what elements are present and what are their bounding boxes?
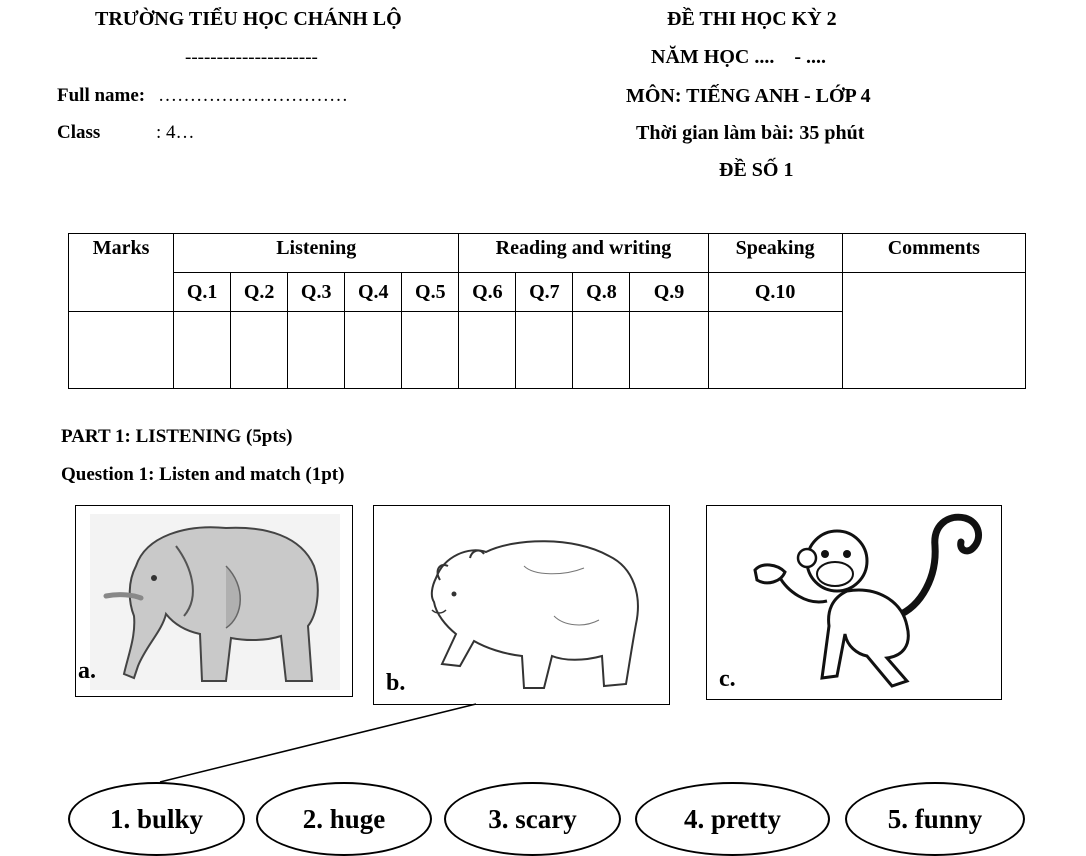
listening-header: Listening	[174, 234, 459, 273]
comments-header: Comments	[842, 234, 1025, 273]
q7-cell[interactable]	[516, 312, 573, 389]
marks-cell[interactable]	[69, 312, 174, 389]
question1-title: Question 1: Listen and match (1pt)	[61, 464, 345, 485]
class-label: Class	[57, 122, 101, 143]
q3-cell[interactable]	[288, 312, 345, 389]
reading-writing-header: Reading and writing	[459, 234, 708, 273]
q6-cell[interactable]	[459, 312, 516, 389]
q9-cell[interactable]	[630, 312, 708, 389]
elephant-icon	[76, 506, 352, 696]
q4-header: Q.4	[345, 273, 402, 312]
option-huge[interactable]: 2. huge	[256, 782, 432, 856]
q5-header: Q.5	[402, 273, 459, 312]
option-funny[interactable]: 5. funny	[845, 782, 1025, 856]
q10-cell[interactable]	[708, 312, 842, 389]
picture-c-label: c.	[719, 666, 736, 692]
q3-header: Q.3	[288, 273, 345, 312]
q2-header: Q.2	[231, 273, 288, 312]
picture-b-label: b.	[386, 670, 406, 696]
option-bulky[interactable]: 1. bulky	[68, 782, 245, 856]
q5-cell[interactable]	[402, 312, 459, 389]
picture-a	[75, 505, 353, 697]
picture-b	[373, 505, 670, 705]
header-divider: ---------------------	[185, 47, 318, 68]
school-year: NĂM HỌC .... - ....	[651, 46, 826, 68]
q8-cell[interactable]	[573, 312, 630, 389]
monkey-icon	[707, 506, 1001, 699]
picture-c	[706, 505, 1002, 700]
q1-header: Q.1	[174, 273, 231, 312]
comments-cell[interactable]	[842, 273, 1025, 389]
marks-header: Marks	[69, 234, 174, 312]
q10-header: Q.10	[708, 273, 842, 312]
q1-cell[interactable]	[174, 312, 231, 389]
school-name: TRƯỜNG TIỂU HỌC CHÁNH LỘ	[95, 8, 402, 30]
marks-table	[68, 233, 1026, 389]
picture-a-label: a.	[78, 658, 96, 684]
q7-header: Q.7	[516, 273, 573, 312]
part1-title: PART 1: LISTENING (5pts)	[61, 426, 293, 447]
full-name-dots[interactable]: …………………………	[158, 85, 348, 106]
full-name-label: Full name:	[57, 85, 146, 106]
option-pretty[interactable]: 4. pretty	[635, 782, 830, 856]
q9-header: Q.9	[630, 273, 708, 312]
option-scary[interactable]: 3. scary	[444, 782, 621, 856]
bear-icon	[374, 506, 669, 704]
q8-header: Q.8	[573, 273, 630, 312]
subject: MÔN: TIẾNG ANH - LỚP 4	[626, 85, 871, 107]
exam-time: Thời gian làm bài: 35 phút	[636, 122, 865, 144]
q4-cell[interactable]	[345, 312, 402, 389]
q6-header: Q.6	[459, 273, 516, 312]
exam-title: ĐỀ THI HỌC KỲ 2	[667, 8, 837, 30]
speaking-header: Speaking	[708, 234, 842, 273]
exam-number: ĐỀ SỐ 1	[719, 159, 794, 181]
class-value[interactable]: : 4…	[156, 122, 195, 143]
q2-cell[interactable]	[231, 312, 288, 389]
